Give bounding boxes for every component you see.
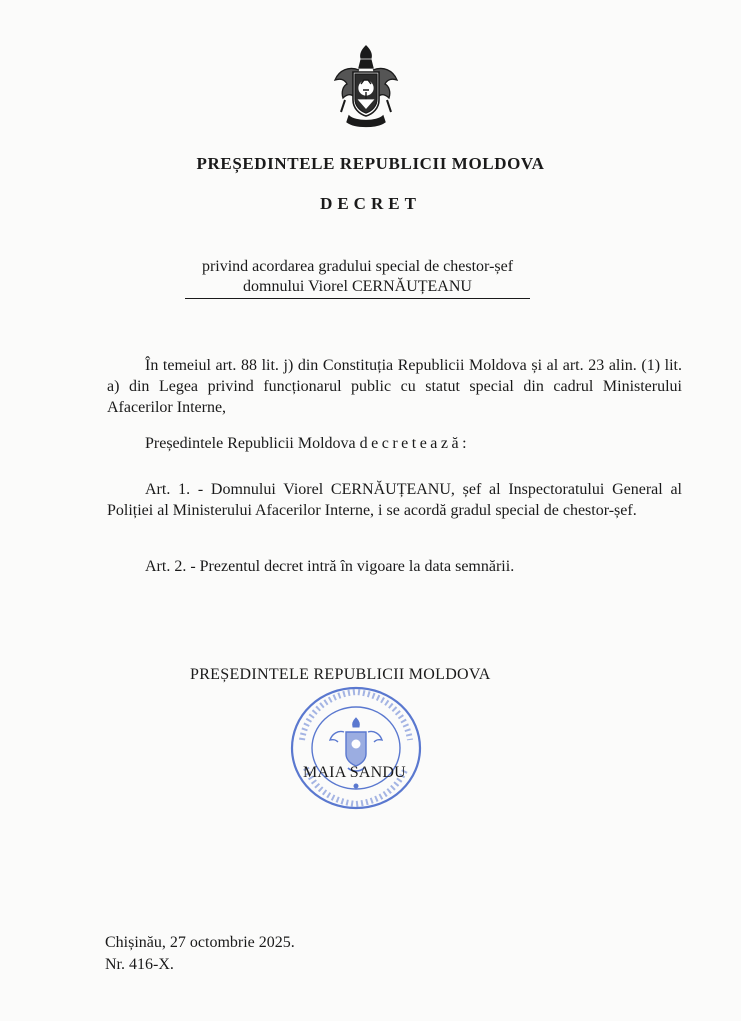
coat-of-arms-emblem [331,40,401,132]
article-2: Art. 2. - Prezentul decret intră în vigoare la data semnării. [145,558,515,575]
subject-line-2: domnului Viorel CERNĂUȚEANU [243,278,472,295]
header-title: PREȘEDINTELE REPUBLICII MOLDOVA [196,154,545,173]
official-seal-stamp [286,682,426,814]
preamble-paragraph: În temeiul art. 88 lit. j) din Constituția Republicii Moldova și al art. 23 alin. (1) lit. a) din Legea privind funcționarul public cu statut special din cadrul Ministerului Afacerilor Interne, [107,357,682,416]
place-and-date: Chișinău, 27 octombrie 2025. [105,934,295,951]
document-type: DECRET [320,194,421,213]
decree-formula [107,433,682,454]
subject-line-1: privind acordarea gradului special de chestor-șef [201,258,514,275]
decree-number: Nr. 416-X. [105,956,174,973]
decree-subject [185,257,530,297]
decree-verb: decretează [359,435,463,452]
decree-colon: : [462,435,467,452]
article-1: Art. 1. - Domnului Viorel CERNĂUȚEANU, șef al Inspectoratului General al Poliției al Ministerului Afacerilor Interne, i se acordă gradul special de chestor-șef. [107,481,682,519]
subject-underline [185,298,530,299]
signer-title: PREȘEDINTELE REPUBLICII MOLDOVA [190,666,491,683]
signer-name: MAIA SANDU [303,764,406,781]
decree-intro: Președintele Republicii Moldova [145,435,356,452]
